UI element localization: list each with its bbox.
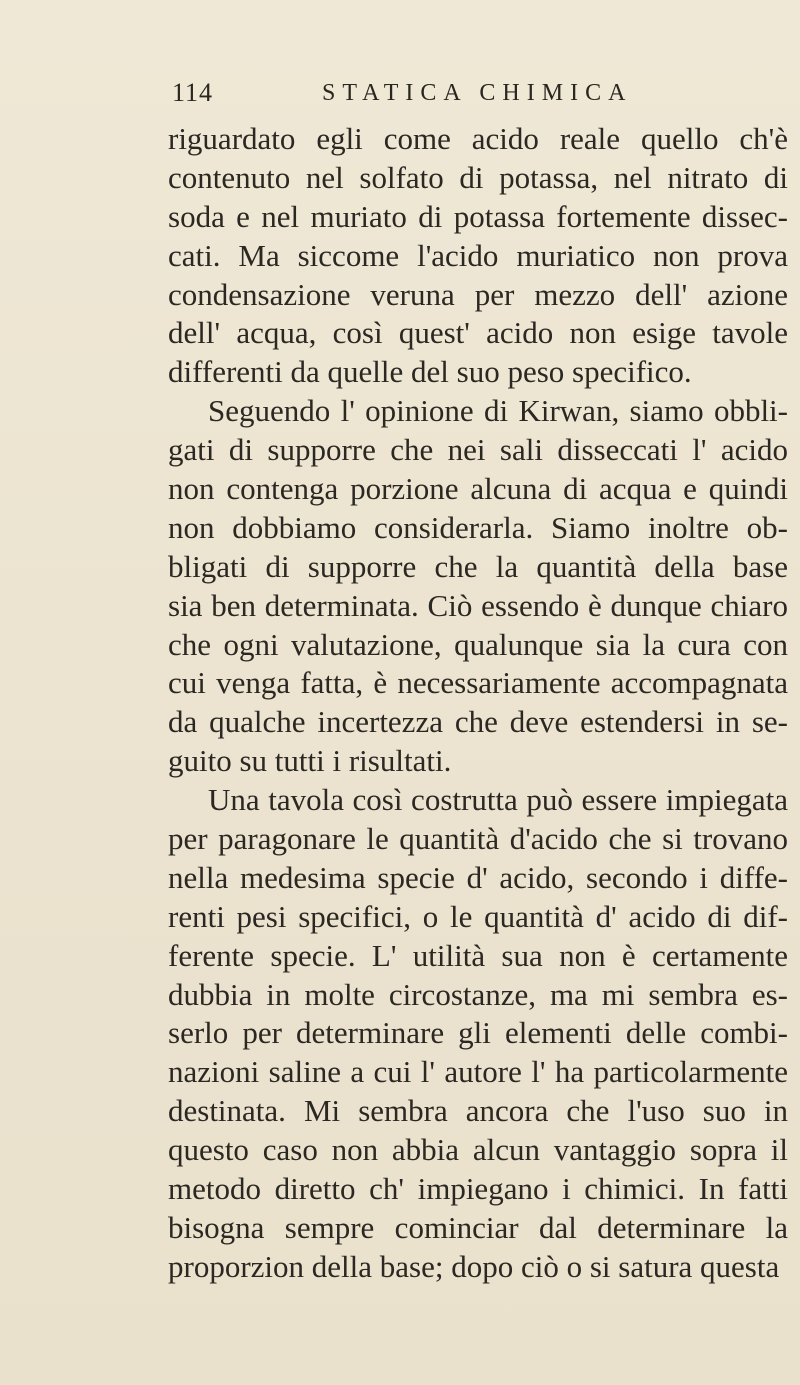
text-line: per paragonare le quantità d'acido che si trovano: [168, 821, 788, 857]
body-text: [168, 120, 788, 1287]
text-line: dubbia in molte circostanze, ma mi sembra es-: [168, 976, 788, 1012]
text-line: che ogni valutazione, qualunque sia la cura con: [168, 626, 788, 662]
text-line: contenuto nel solfato di potassa, nel nitrato di: [168, 159, 788, 195]
text-line: non contenga porzione alcuna di acqua e quindi: [168, 471, 788, 507]
text-line: Seguendo l' opinione di Kirwan, siamo obbli-: [208, 393, 788, 429]
text-line: condensazione veruna per mezzo dell' azione: [168, 276, 788, 312]
text-line: sia ben determinata. Ciò essendo è dunque chiaro: [168, 587, 788, 623]
text-line: questo caso non abbia alcun vantaggio sopra il: [168, 1132, 788, 1168]
text-line: riguardato egli come acido reale quello ch'è: [168, 121, 788, 156]
text-line: metodo diretto ch' impiegano i chimici. In fatti: [168, 1171, 788, 1207]
text-line: Una tavola così costrutta può essere impiegata: [208, 782, 788, 818]
paragraph-2: [168, 392, 788, 781]
text-line: proporzion della base; dopo ciò o si satura questa: [168, 1248, 780, 1284]
text-line: da qualche incertezza che deve estendersi in se-: [168, 704, 788, 740]
text-line: destinata. Mi sembra ancora che l'uso suo in: [168, 1093, 788, 1129]
text-line: bligati di supporre che la quantità della base: [168, 548, 788, 584]
text-line: soda e nel muriato di potassa fortemente dissec-: [168, 198, 788, 234]
text-line: nazioni saline a cui l' autore l' ha particolarmente: [168, 1054, 788, 1090]
text-line: non dobbiamo considerarla. Siamo inoltre ob-: [168, 509, 788, 545]
text-line: bisogna sempre cominciar dal determinare la: [168, 1209, 788, 1245]
text-line: renti pesi specifici, o le quantità d' acido di dif-: [168, 898, 788, 934]
text-line: ferente specie. L' utilità sua non è certamente: [168, 937, 788, 973]
running-head: STATICA CHIMICA: [322, 80, 633, 106]
text-line: guito su tutti i risultati.: [168, 743, 452, 779]
text-line: differenti da quelle del suo peso specifico.: [168, 354, 692, 390]
text-line: cati. Ma siccome l'acido muriatico non prova: [168, 237, 788, 273]
paragraph-3: [168, 781, 788, 1287]
text-line: cui venga fatta, è necessariamente accompagnata: [168, 665, 788, 701]
paragraph-1: [168, 120, 788, 392]
text-line: gati di supporre che nei sali disseccati l' acido: [168, 432, 788, 468]
text-line: nella medesima specie d' acido, secondo i diffe-: [168, 859, 788, 895]
text-line: dell' acqua, così quest' acido non esige tavole: [168, 315, 788, 351]
text-line: serlo per determinare gli elementi delle combi-: [168, 1015, 788, 1051]
page-header: [172, 78, 772, 122]
page-number: 114: [172, 78, 214, 107]
